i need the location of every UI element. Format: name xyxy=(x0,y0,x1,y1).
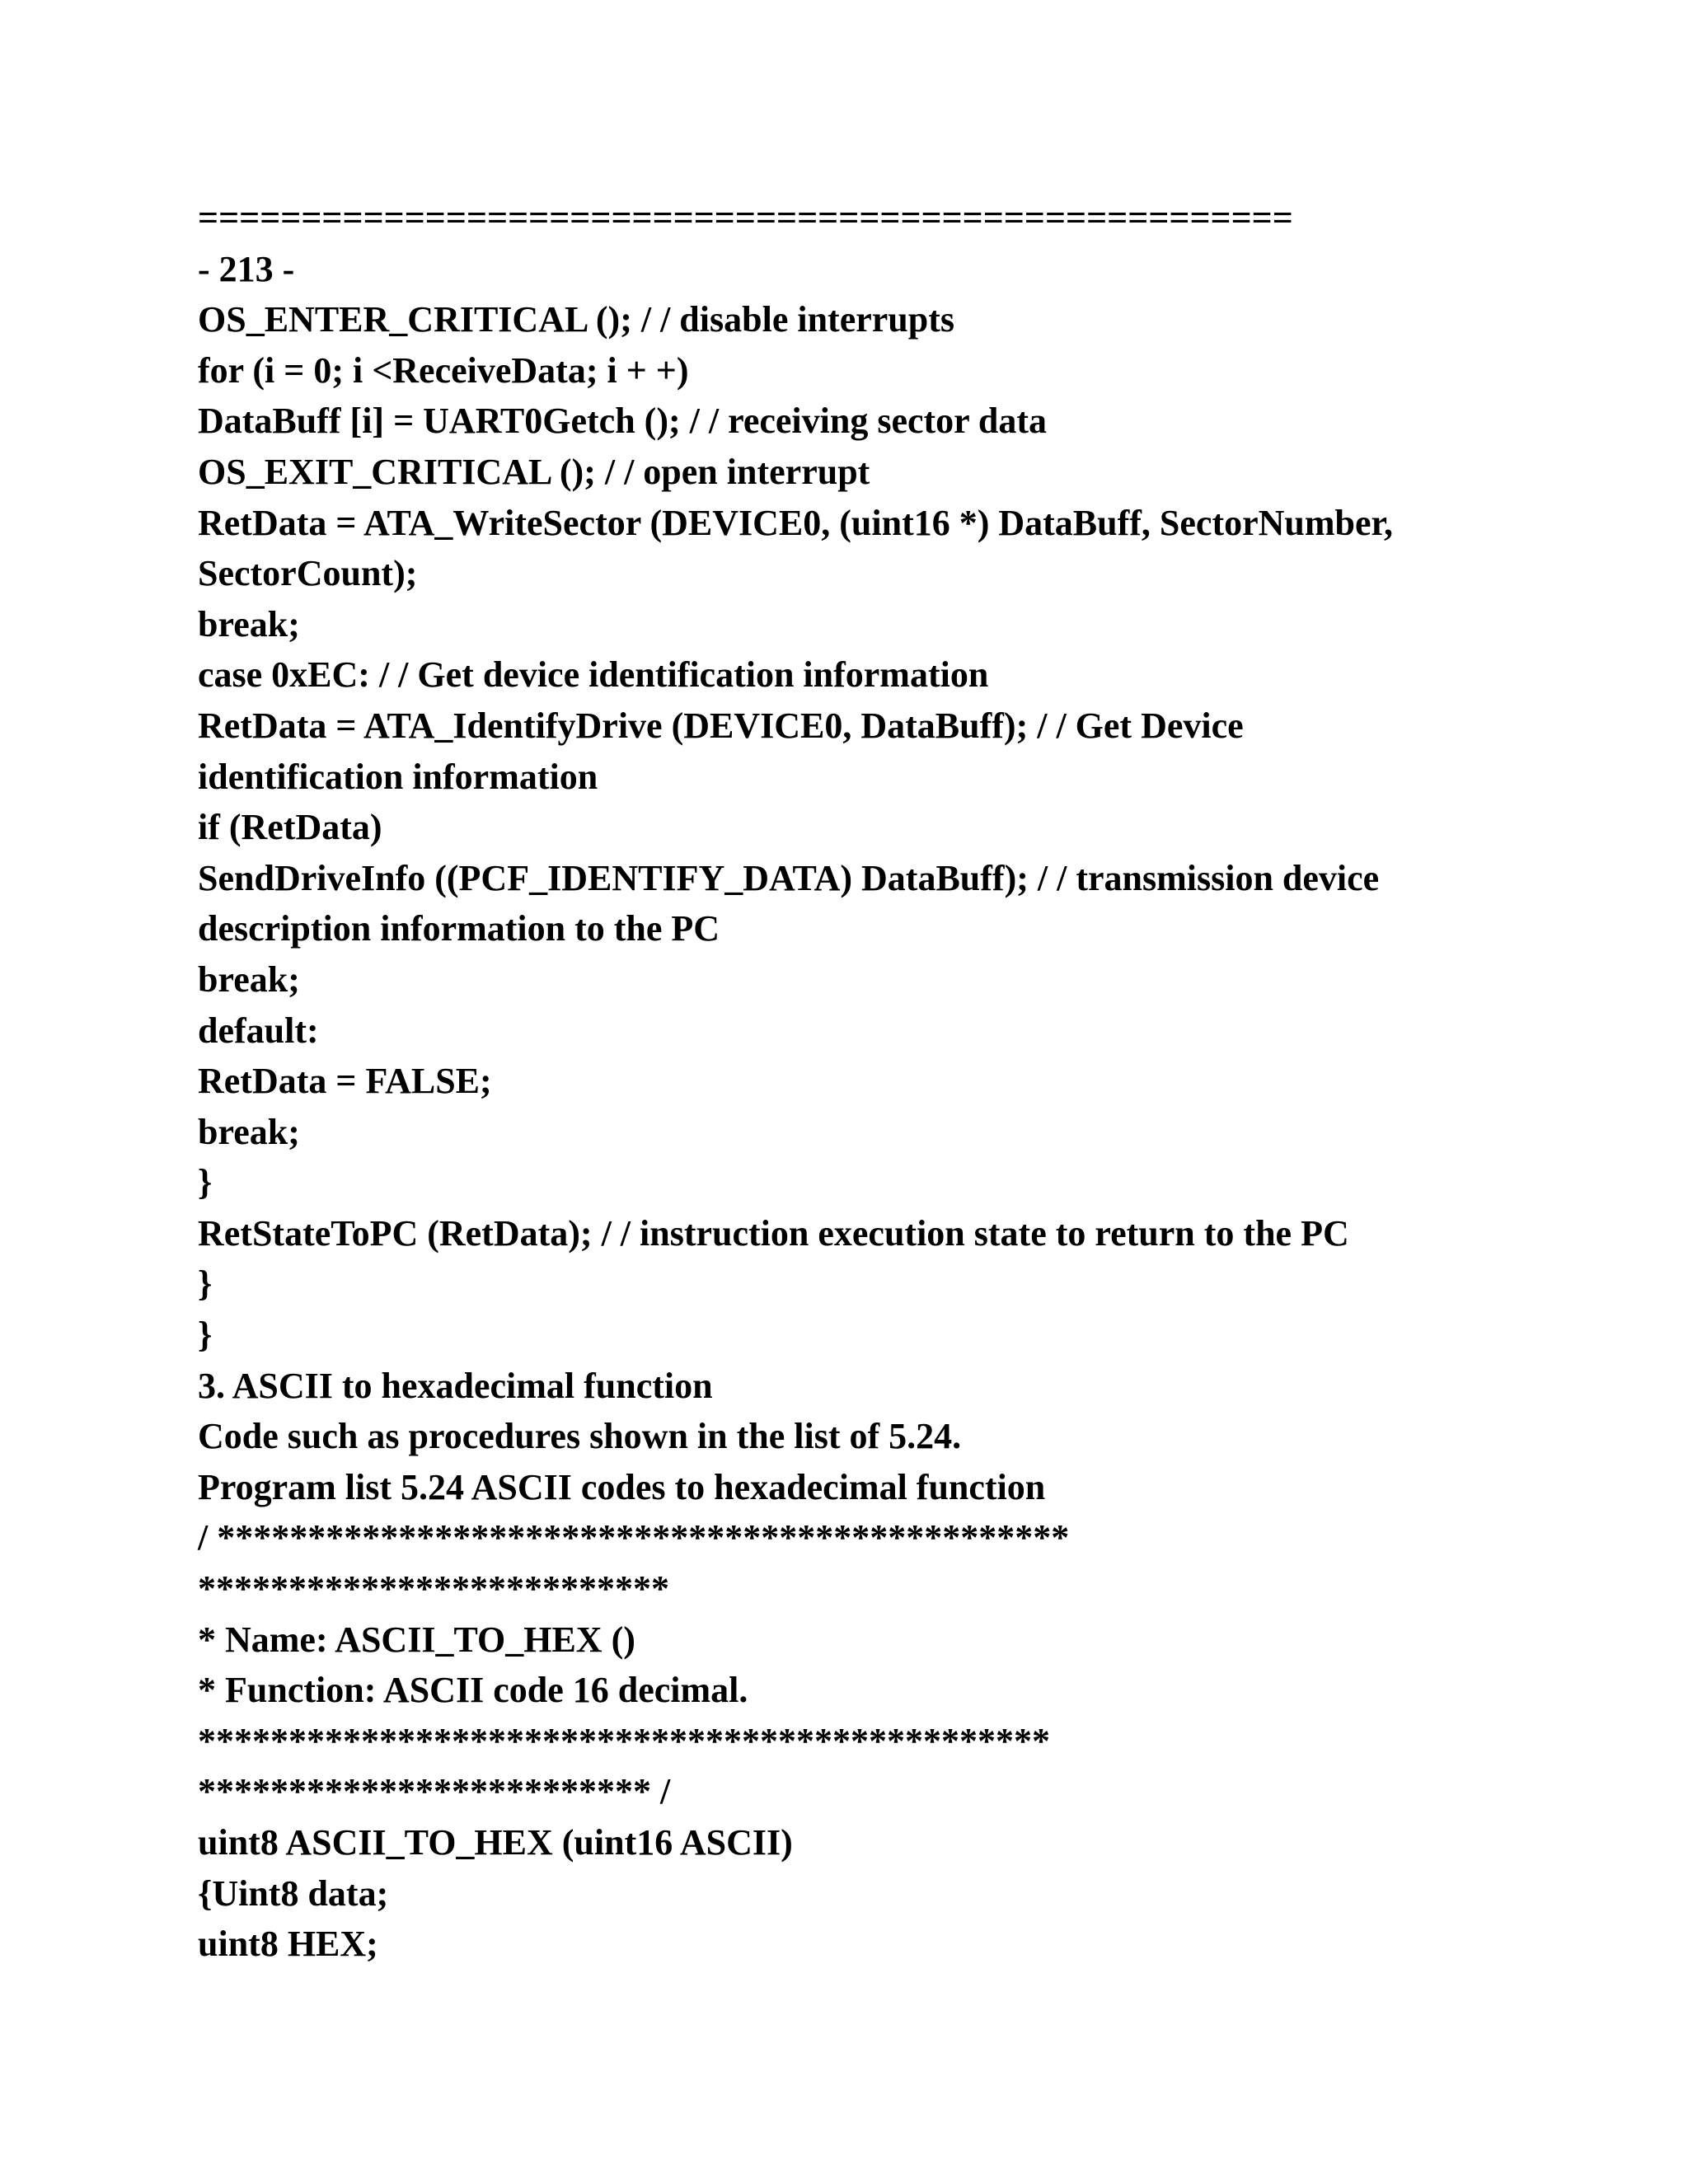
code-lines xyxy=(198,294,1500,1970)
text-line: for (i = 0; i <ReceiveData; i + +) xyxy=(198,349,689,391)
text-line: SectorCount); xyxy=(198,553,418,594)
text-line: 3. ASCII to hexadecimal function xyxy=(198,1365,713,1406)
text-line: uint8 HEX; xyxy=(198,1924,378,1965)
text-line: * Name: ASCII_TO_HEX () xyxy=(198,1619,635,1660)
text-line: case 0xEC: / / Get device identification information xyxy=(198,654,989,696)
text-line: SendDriveInfo ((PCF_IDENTIFY_DATA) DataBuff); / / transmission device xyxy=(198,857,1380,898)
text-line: ************************* / xyxy=(198,1771,671,1812)
text-line: Program list 5.24 ASCII codes to hexadecimal function xyxy=(198,1466,1046,1507)
text-line: Code such as procedures shown in the list of 5.24. xyxy=(198,1416,962,1457)
text-line: if (RetData) xyxy=(198,807,382,848)
page-number: - 213 - xyxy=(198,248,295,289)
text-line: } xyxy=(198,1315,213,1356)
text-line: OS_EXIT_CRITICAL (); / / open interrupt xyxy=(198,451,870,492)
text-line: RetData = FALSE; xyxy=(198,1061,492,1102)
text-line: } xyxy=(198,1162,213,1203)
text-line: break; xyxy=(198,1111,300,1152)
text-line: uint8 ASCII_TO_HEX (uint16 ASCII) xyxy=(198,1822,793,1863)
text-line: break; xyxy=(198,958,300,1000)
text-line: default: xyxy=(198,1010,319,1051)
text-line: *********************************************** xyxy=(198,1720,1050,1761)
text-line: RetData = ATA_WriteSector (DEVICE0, (uint16 *) DataBuff, SectorNumber, xyxy=(198,502,1394,543)
document-body xyxy=(198,193,1500,1970)
text-line: DataBuff [i] = UART0Getch (); / / receiving sector data xyxy=(198,401,1048,442)
text-line: OS_ENTER_CRITICAL (); / / disable interrupts xyxy=(198,299,955,340)
text-line: * Function: ASCII code 16 decimal. xyxy=(198,1670,748,1711)
text-line: identification information xyxy=(198,756,598,797)
separator-line: ===================================================== xyxy=(198,198,1293,238)
text-line: / *********************************************** xyxy=(198,1517,1070,1558)
text-line: RetStateToPC (RetData); / / instruction execution state to return to the PC xyxy=(198,1212,1349,1254)
text-line: description information to the PC xyxy=(198,908,720,949)
text-line: {Uint8 data; xyxy=(198,1872,389,1914)
text-line: RetData = ATA_IdentifyDrive (DEVICE0, DataBuff); / / Get Device xyxy=(198,705,1244,746)
text-line: ************************** xyxy=(198,1568,669,1610)
text-line: break; xyxy=(198,603,300,644)
text-line: } xyxy=(198,1263,213,1305)
